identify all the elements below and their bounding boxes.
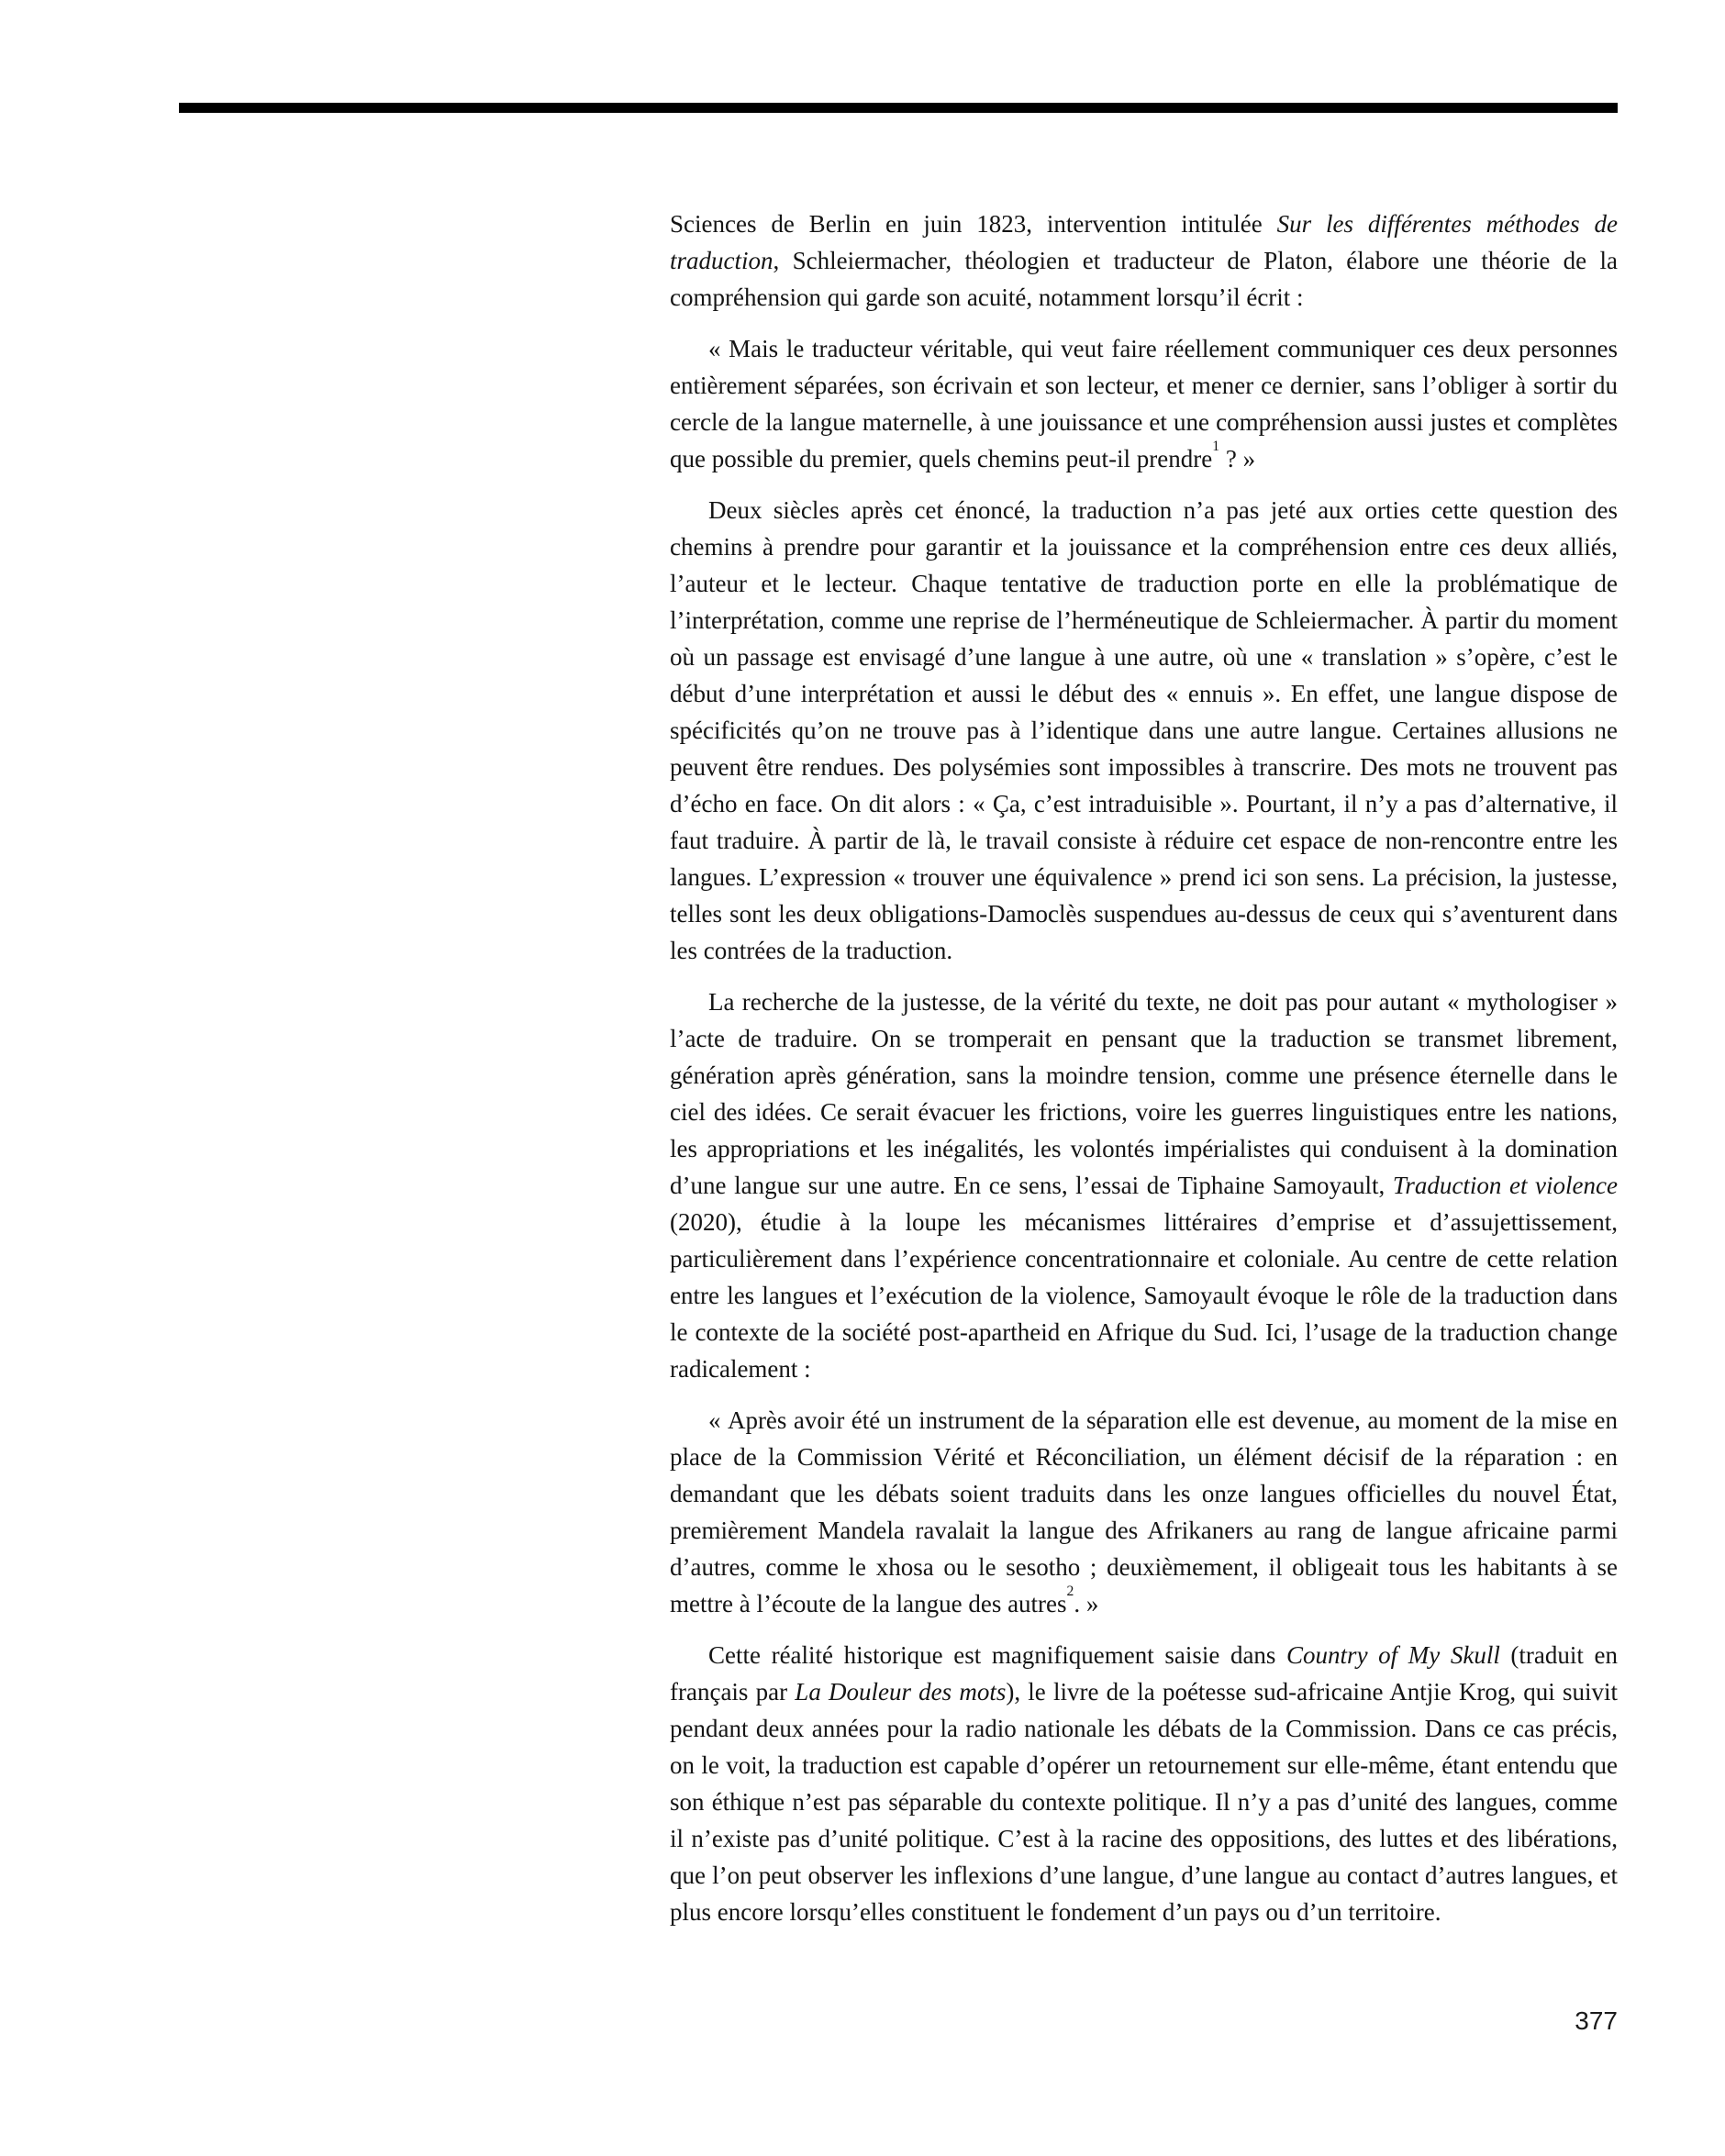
italic-work-title: Country of My Skull [1286, 1641, 1500, 1669]
italic-work-title: Traduction et violence [1392, 1172, 1618, 1199]
italic-work-title: La Douleur des mots [795, 1678, 1007, 1706]
text-run: (2020), étudie à la loupe les mécanismes littéraires d’emprise et d’assujettissement, particulièrement dans l’expérience concentrationnaire et coloniale. Au centre de cette relation entre les langues et l’exécution de la violence, Samoyault évoque le rôle de la traduction dans le contexte de la société post-apartheid en Afrique du Sud. Ici, l’usage de la traduction change radicalement : [670, 1208, 1618, 1383]
paragraph-3 [670, 492, 1618, 969]
text-run: Cette réalité historique est magnifiquement saisie dans [708, 1641, 1287, 1669]
text-run: La recherche de la justesse, de la vérité du texte, ne doit pas pour autant « mythologiser » l’acte de traduire. On se tromperait en pensant que la traduction se transmet librement, génération après génération, sans la moindre tension, comme une présence éternelle dans le ciel des idées. Ce serait évacuer les frictions, voire les guerres linguistiques entre les nations, les appropriations et les inégalités, les volontés impérialistes qui conduisent à la domination d’une langue sur une autre. En ce sens, l’essai de Tiphaine Samoyault, [670, 988, 1618, 1199]
text-run: (traduit en français par [670, 1641, 1618, 1706]
text-run: , Schleiermacher, théologien et traducteur de Platon, élabore une théorie de la compréhension qui garde son acuité, notamment lorsqu’il écrit : [670, 247, 1618, 311]
text-run: « Mais le traducteur véritable, qui veut faire réellement communiquer ces deux personnes entièrement séparées, son écrivain et son lecteur, et mener ce dernier, sans l’obliger à sortir du cercle de la langue maternelle, à une jouissance et une compréhension aussi justes et complètes que possible du premier, quels chemins peut-il prendre [670, 335, 1618, 472]
footnote-reference: 1 [1212, 439, 1220, 455]
paragraph-2-quote [670, 330, 1618, 477]
text-run: ), le livre de la poétesse sud-africaine Antjie Krog, qui suivit pendant deux années pour la radio nationale les débats de la Commission. Dans ce cas précis, on le voit, la traduction est capable d’opérer un retournement sur elle-même, étant entendu que son éthique n’est pas séparable du contexte politique. Il n’y a pas d’unité des langues, comme il n’existe pas d’unité politique. C’est à la racine des oppositions, des luttes et des libérations, que l’on peut observer les inflexions d’une langue, d’une langue au contact d’autres langues, et plus encore lorsqu’elles constituent le fondement d’un pays ou d’un territoire. [670, 1678, 1619, 1926]
footnote-reference: 2 [1066, 1584, 1074, 1600]
header-rule [179, 103, 1618, 113]
paragraph-4 [670, 984, 1618, 1387]
body-text-column [670, 206, 1618, 1945]
text-run: ? » [1219, 445, 1256, 472]
page-number: 377 [1575, 2006, 1618, 2035]
italic-work-title: Sur les différentes méthodes de traduction [670, 210, 1618, 274]
paragraph-6 [670, 1637, 1618, 1930]
text-run: « Après avoir été un instrument de la séparation elle est devenue, au moment de la mise en place de la Commission Vérité et Réconciliation, un élément décisif de la réparation : en demandant que les débats soient traduits dans les onze langues officielles du nouvel État, premièrement Mandela ravalait la langue des Afrikaners au rang de langue africaine parmi d’autres, comme le xhosa ou le sesotho ; deuxièmement, il obligeait tous les habitants à se mettre à l’écoute de la langue des autres [670, 1406, 1618, 1617]
text-run: Deux siècles après cet énoncé, la traduction n’a pas jeté aux orties cette question des chemins à prendre pour garantir et la jouissance et la compréhension entre ces deux alliés, l’auteur et le lecteur. Chaque tentative de traduction porte en elle la problématique de l’interprétation, comme une reprise de l’herméneutique de Schleiermacher. À partir du moment où un passage est envisagé d’une langue à une autre, où une « translation » s’opère, c’est le début d’une interprétation et aussi le début des « ennuis ». En effet, une langue dispose de spécificités qu’on ne trouve pas à l’identique dans une autre langue. Certaines allusions ne peuvent être rendues. Des polysémies sont impossibles à transcrire. Des mots ne trouvent pas d’écho en face. On dit alors : « Ça, c’est intraduisible ». Pourtant, il n’y a pas d’alternative, il faut traduire. À partir de là, le travail consiste à réduire cet espace de non-rencontre entre les langues. L’expression « trouver une équivalence » prend ici son sens. La précision, la justesse, telles sont les deux obligations-Damoclès suspendues au-dessus de ceux qui s’aventurent dans les contrées de la traduction. [670, 496, 1618, 964]
paragraph-1 [670, 206, 1618, 316]
paragraph-5-quote [670, 1402, 1618, 1622]
text-run: Sciences de Berlin en juin 1823, intervention intitulée [670, 210, 1277, 238]
text-run: . » [1074, 1590, 1099, 1617]
